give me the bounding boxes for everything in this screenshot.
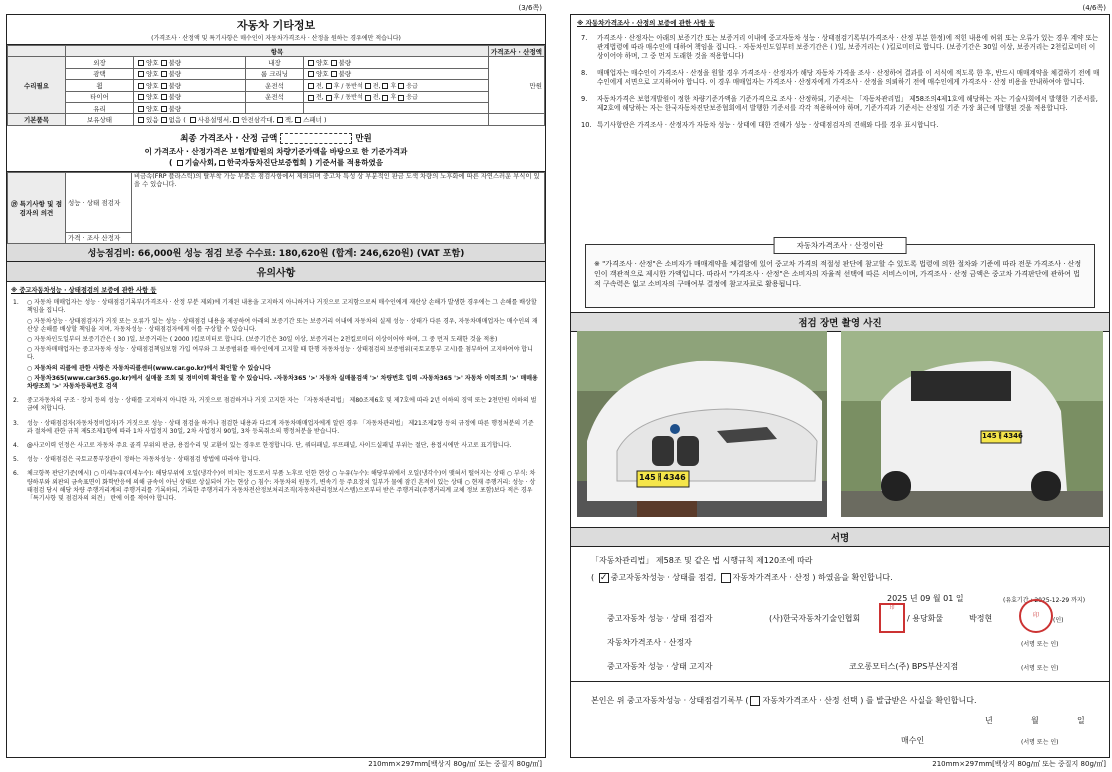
photo-title: 점검 장면 촬영 사진	[571, 312, 1109, 332]
item-no: 1.	[13, 299, 19, 307]
notice-item	[7, 442, 545, 450]
checkbox[interactable]	[161, 71, 167, 77]
checkbox[interactable]	[326, 95, 332, 101]
opt: 양호	[146, 81, 159, 90]
box-text: ※ "가격조사 · 산정"은 소비자가 매매계약을 체결함에 있어 중고차 가격의 적절성 판단에 참고할 수 있도록 법령에 의한 절차와 기준에 따라 전문 가격조사 · 산정인이 객관적으로 제시한 가액입니다. 따라서 "가격조사 · 산정"은 소비자의 자율적 선택에 따른 서비스이며, 가격조사 · 산정 금액은 중고차 가격판단에 관하여 법적 구속력은 없고 소비자의 구매여부 결정에 참고자료로 활용됩니다.	[594, 260, 1082, 288]
opt: 있음	[146, 116, 159, 125]
final-unit: 만원	[355, 133, 372, 144]
item-text: ○ 자동차 매매업자는 성능 · 상태점검기록부(가격조사 · 산정 부분 제외)에 기재된 내용을 고지하지 아니하거나 거짓으로 고지함으로써 매수인에게 재산상 손해가 발생한 경우에는 그 손해를 배상할 책임을 집니다.	[27, 299, 537, 315]
checkbox[interactable]	[138, 71, 144, 77]
opt: 양호	[146, 93, 159, 102]
row-label: 광택	[66, 68, 134, 79]
notice-item	[7, 365, 545, 373]
remark-text: 비금속(FRP 플라스틱)의 탈부착 가능 부품은 점검사항에서 제외되며 중고차 특성 상 부분적인 판금 도색 차량의 노후화에 따른 자연스러운 부식이 있을 수 있습니다.	[132, 172, 545, 243]
guarantee-item	[571, 34, 1109, 61]
item-text: 체크항목 판단기준(예시) ○ 미세누유(미세누수): 해당부위에 오일(냉각수)이 비치는 정도로서 부품 노후로 인한 현상 ○ 누유(누수): 해당부위에서 오일(냉각수)이 맺혀서 떨어지는 상태 ○ 부식: 차량하부와 외판의 금속표면이 화학반응에 의해 금속이 아닌 상태로 상실되어 가는 현상 ○ 침수: 자동차의 원동기, 변속기 등 주요장치 일부가 물에 잠긴 흔적이 있는 상태 ○ 현재 주행거리: 성능 · 상태점검 당시 해당 차량 주행거리계의 주행거리를 기록하되, 기록한 주행거리가 자동차전산정보처리조직(자동차관리정보시스템)으로부터 받은 주행거리(주행거리계 교체 정보 포함)보다 적은 경우 「특기사항 및 점검자의 의견」 란에 이를 적어야 합니다.	[27, 470, 536, 502]
final-note: 기술사회,	[185, 157, 217, 167]
car-rear-image	[841, 331, 1103, 517]
date: 2025 년 09 월 01 일	[887, 594, 964, 603]
year-label: 년	[985, 716, 993, 725]
notice-item	[7, 336, 545, 344]
notice-item	[7, 299, 545, 315]
remark-inspector: 성능 · 상태 점검자	[66, 172, 132, 232]
footer: 210mm×297mm[백상지 80g/㎡ 또는 중질지 80g/㎡]	[932, 760, 1106, 768]
checkbox[interactable]	[233, 117, 239, 123]
divider	[571, 681, 1109, 682]
row-label: 외장	[66, 57, 134, 68]
hdr-price: 가격조사 · 산정액	[489, 46, 545, 57]
item-no: 3.	[13, 419, 19, 427]
row-label: 휠	[66, 80, 134, 91]
guarantee-item	[571, 69, 1109, 87]
day-label: 일	[1077, 716, 1085, 725]
confirm-line: ( ✓ 중고자동차성능 · 상태를 점검, 자동차가격조사 · 산정 ) 하였음을 확인합니다.	[591, 572, 893, 583]
opt: 안전삼각대,	[241, 116, 275, 125]
hdr-item: 항목	[66, 46, 489, 57]
checkbox[interactable]	[161, 106, 167, 112]
opt: 후	[390, 82, 397, 90]
opt: 양호	[146, 104, 159, 113]
row-label: 타이어	[66, 91, 134, 102]
sign-title: 서명	[571, 527, 1109, 547]
checkbox[interactable]	[331, 60, 337, 66]
row-label: 운전석	[246, 91, 304, 102]
checkbox[interactable]	[398, 83, 404, 89]
notice-item	[7, 470, 545, 503]
item-text: 자동차가격은 보험개발원이 정한 차량기준가액을 기준가격으로 조사 · 산정하되, 기준서는 「자동차관리법」 제58조의4제1호에 해당하는 자는 기술사회에서 발행한 기준서를, 제2호에 해당하는 자는 한국자동차진단보증협회에서 발행한 기준서를 각각 적용하여야 하며, 기준가격과 기준서는 산정일 기준 가장 최근에 발행된 것을 적용합니다.	[597, 95, 1098, 112]
opt: 불량	[168, 93, 182, 102]
checkbox[interactable]	[365, 95, 371, 101]
item-text: 특기사항란은 가격조사 · 산정자가 자동차 성능 · 상태에 대한 견해가 성능 · 상태점검자의 견해와 다를 경우 표시합니다.	[597, 121, 939, 129]
org-seal: 印	[879, 603, 905, 633]
row-label: 유리	[66, 102, 134, 113]
checkbox[interactable]	[331, 71, 337, 77]
opt: 불량	[168, 59, 182, 68]
item-no: 4.	[13, 441, 19, 449]
opt: 잭,	[284, 116, 294, 125]
checkbox[interactable]	[161, 83, 167, 89]
notice-items	[7, 299, 545, 503]
opt: 불량	[338, 59, 352, 68]
buyer-label: 매수인	[901, 736, 925, 745]
checkbox[interactable]	[308, 71, 314, 77]
right-frame	[570, 14, 1110, 758]
checkbox[interactable]	[382, 83, 388, 89]
opt: 불량	[168, 70, 182, 79]
opt: 스패너	[303, 116, 322, 125]
plate-rear: 145ㅐ4346	[982, 432, 1023, 440]
opt: 후	[390, 94, 397, 102]
checkbox[interactable]	[138, 94, 144, 100]
notice-item	[7, 456, 545, 464]
notice-item	[7, 346, 545, 362]
notice-title: 유의사항	[7, 262, 545, 282]
condition-table: 항목 가격조사 · 산정액 수리필요 외장 양호 불량 내장 양호 불량 만원 광택 양호 불량 룸 크리닝 양호 불량 휠 양호 불량 운전석 전, 후 / 동반석 전, 후 응급 타이어 양호 불량 운전석 전, 후 / 동반석 전, 후 응급 유리 양호 불량 기본품목 보유상태 있음 없음 ( 사용설명서, 안전삼각대, 잭, 스패너 )	[7, 45, 545, 126]
notice-item	[7, 318, 545, 334]
checkbox[interactable]	[277, 117, 283, 123]
item-text: 중고자동차의 구조 · 장치 등의 성능 · 상태를 고지하지 아니한 자, 거짓으로 점검하거나 거짓 고지한 자는 「자동차관리법」 제80조제6호 및 제7호에 따라 2년 이하의 징역 또는 2천만원 이하의 벌금에 처합니다.	[27, 397, 537, 413]
opt: 응급	[406, 94, 418, 102]
item-no: 10.	[581, 121, 592, 129]
law-line: 「자동차관리법」 제58조 및 같은 법 시행규칙 제120조에 따라	[591, 556, 813, 565]
photo-area	[571, 331, 1109, 521]
inspector-seal: 印	[1019, 599, 1053, 633]
notifier-org: 코오롱모터스(주) BPS부산지점	[849, 662, 959, 671]
opt: 양호	[316, 59, 329, 68]
footer: 210mm×297mm[백상지 80g/㎡ 또는 중질지 80g/㎡]	[368, 760, 542, 768]
car-front-image	[577, 331, 827, 517]
notifier-sign[interactable]: (서명 또는 인)	[1021, 665, 1059, 672]
form-subtitle: (가격조사 · 산정액 및 특기사항은 매수인이 자동차가격조사 · 산정을 원하는 경우에만 적습니다)	[7, 33, 545, 45]
month-label: 월	[1031, 716, 1039, 725]
guarantee-item	[571, 95, 1109, 113]
item-text: 성능 · 상태점검은 국토교통부장관이 정하는 자동차성능 · 상태점검 방법에 따라야 합니다.	[27, 456, 261, 464]
item-text: 가격조사 · 산정자는 아래의 보증기간 또는 보증거리 이내에 중고자동차 성능 · 상태점검기록부(가격조사 · 산정 부분 한정)에 적힌 내용에 허위 또는 오류가 있는 경우 계약 또는 관계법령에 따라 매수인에 대하여 책임을 집니다. · 자동차인도일부터 보증기간은 ( )일, 보증거리는 ( )킬로미터로 합니다. (보증기간은 30일 이상, 보증거리는 2천킬로미터 이상이어야 하며, 그 중 먼저 도래한 것을 적용합니다)	[597, 34, 1099, 60]
notice-item	[7, 420, 545, 436]
repair-label: 수리필요	[8, 57, 66, 114]
left-frame	[6, 14, 546, 758]
issue-confirm	[591, 695, 977, 706]
guarantee-item	[571, 121, 1109, 130]
checkbox-checked[interactable]: ✓	[599, 572, 608, 583]
opt: 불량	[338, 70, 352, 79]
check-text: 자동차가격조사 · 산정 ) 하였음을 확인합니다.	[732, 573, 893, 582]
final-note: 한국자동차진단보증협회 ) 기준서를 적용하였음	[226, 157, 384, 167]
checkbox[interactable]	[308, 60, 314, 66]
box-title: 자동차가격조사 · 산정이란	[774, 237, 907, 254]
opt: 전,	[316, 94, 324, 102]
notice-sub: ※ 중고자동차성능 · 상태점검의 보증에 관한 사항 등	[11, 287, 157, 295]
price-assessor-sign[interactable]: (서명 또는 인)	[1021, 641, 1059, 648]
checkbox[interactable]	[721, 573, 731, 583]
opt: 사용설명서,	[197, 116, 232, 125]
item-text: ○ 자동차인도일부터 보증기간은 ( 30 )일, 보증거리는 ( 2000 )킬로미터로 합니다. (보증기간은 30일 이상, 보증거리는 2천킬로미터 이상이어야 하며, 그 중 먼저 도래한 것을 적용)	[27, 335, 498, 343]
final-note: 이 가격조사 · 산정가격은 보험개발원의 차량기준가액을 바탕으로 한 기준가격과	[144, 146, 408, 156]
checkbox[interactable]	[190, 117, 196, 123]
item-no: 8.	[581, 69, 588, 77]
car-rear-photo	[841, 331, 1103, 517]
opt: 불량	[168, 104, 182, 113]
item-no: 2.	[13, 397, 19, 405]
notice-item	[7, 375, 545, 391]
checkbox[interactable]	[138, 117, 144, 123]
final-amount-box[interactable]	[280, 133, 352, 144]
item-text: 매매업자는 매수인이 가격조사 · 산정을 원할 경우 가격조사 · 산정자가 해당 자동차 가격을 조사 · 산정하여 결과를 이 서식에 적도록 한 후, 반드시 매매계약을 체결하기 전에 매수인에게 서면으로 고지하여야 합니다. 이 경우 매매업자는 가격조사 · 산정자에게 가격조사 · 산정을 의뢰하기 전에 매수인에게 가격조사 · 산정 비용을 안내하여야 합니다.	[597, 69, 1100, 86]
checkbox[interactable]	[177, 160, 183, 166]
row-label: 내장	[246, 57, 304, 68]
page-number: (4/6쪽)	[1082, 4, 1106, 12]
opt: 양호	[316, 70, 329, 79]
opt: 양호	[146, 59, 159, 68]
remark-table	[7, 172, 545, 244]
car-front-photo	[577, 331, 827, 517]
buyer-sign[interactable]: (서명 또는 인)	[1021, 739, 1059, 746]
page-number: (3/6쪽)	[518, 4, 542, 12]
row-label: 운전석	[246, 80, 304, 91]
checkbox[interactable]	[161, 94, 167, 100]
opt: 없음	[168, 116, 182, 125]
issue-text: 본인은 위 중고자동차성능 · 상태점검기록부 (	[591, 696, 749, 705]
item-no: 7.	[581, 34, 588, 42]
price-definition-box	[585, 241, 1095, 308]
checkbox[interactable]	[308, 95, 314, 101]
checkbox[interactable]	[365, 83, 371, 89]
checkbox[interactable]	[382, 95, 388, 101]
plate-front: 145ㅐ4346	[639, 473, 686, 482]
remark-label: ⑲ 특기사항 및 점검자의 의견	[8, 172, 66, 243]
checkbox[interactable]	[398, 95, 404, 101]
inspector-org: (사)한국자동차기술인협회	[769, 614, 861, 623]
opt: 동반석	[345, 94, 363, 102]
opt: 전,	[372, 94, 381, 102]
form-title: 자동차 기타정보	[236, 19, 316, 32]
notifier-label: 중고자동차 성능 · 상태 고지자	[607, 662, 713, 671]
opt: 응급	[406, 82, 418, 90]
checkbox[interactable]	[308, 83, 314, 89]
inspector-label: 중고자동차 성능 · 상태 점검자	[607, 614, 713, 623]
item-text: ○ 자동차365(www.car365.go.kr)에서 실매물 조회 및 정비이력 확인을 할 수 있습니다. -자동차365 '>' 자동차 실매물검색 '>' 차량번호 입력 -자동차365 '>' 자동차 이력조회 '>' 매매용차량조회 '>' 자동차등록번호 검색	[27, 374, 538, 390]
item-no: 9.	[581, 95, 588, 103]
checkbox[interactable]	[161, 60, 167, 66]
opt: 전,	[372, 82, 381, 90]
item-text: ○ 자동차성능 · 상태점검자가 거짓 또는 오류가 있는 성능 · 상태점검 내용을 제공하여 아래의 보증기간 또는 보증거리 이내에 자동차의 실제 성능 · 상태가 다른 경우, 자동차매매업자는 매수인의 재산상 손해를 배상할 책임을 지며, 자동차성능 · 상태점검자에게 이를 구상할 수 있습니다.	[27, 317, 538, 333]
right-page	[570, 0, 1110, 772]
check-text: 중고자동차성능 · 상태를 점검,	[610, 573, 717, 582]
opt: 전,	[316, 82, 324, 90]
item-text: ○ 자동차의 리콜에 관한 사항은 자동차리콜센터(www.car.go.kr)에서 확인할 수 있습니다	[27, 364, 271, 372]
opt: 후	[333, 94, 340, 102]
repair-unit: 만원	[489, 57, 545, 114]
opt: 동반석	[345, 82, 363, 90]
checkbox[interactable]	[219, 160, 225, 166]
inspector-sub: / 용당화물	[907, 614, 944, 623]
inspector-sign: (인)	[1053, 617, 1064, 624]
checkbox[interactable]	[138, 83, 144, 89]
price-assessor-label: 자동차가격조사 · 산정자	[607, 638, 692, 647]
left-page	[6, 0, 546, 772]
issue-text: 자동차가격조사 · 산정 선택 ) 를 발급받은 사실을 확인합니다.	[762, 696, 977, 705]
checkbox[interactable]	[161, 117, 167, 123]
checkbox[interactable]	[326, 83, 332, 89]
item-no: 6.	[13, 470, 19, 478]
opt: 후	[333, 82, 340, 90]
item-text: 성능 · 상태점검자(자동차정비업자)가 거짓으로 성능 · 상태 점검을 하거나 점검한 내용과 다르게 자동차매매업자에게 알린 경우 「자동차관리법」 제21조제2항 등의 규정에 따른 행정처분의 기준과 절차에 관한 규칙 제5조제1항에 따라 1차 사업정지 30일, 2차 사업정지 90일, 3차 등록취소의 행정처분을 받습니다.	[27, 419, 534, 435]
final-price-section: 최종 가격조사 · 산정 금액 만원 이 가격조사 · 산정가격은 보험개발원의 차량기준가액을 바탕으로 한 기준가격과 ( 기술사회, 한국자동차진단보증협회 ) 기준서를 적용하였음	[7, 126, 545, 172]
item-no: 5.	[13, 456, 19, 464]
basic-label: 기본품목	[8, 114, 66, 125]
valid-until: (유효기간 : 2025-12-29 까지)	[1003, 597, 1086, 604]
opt: 불량	[168, 81, 182, 90]
row-label: 보유상태	[66, 114, 134, 125]
fee-line: 성능점검비: 66,000원 성능 점검 보증 수수료: 180,620원 (합계: 246,620원) (VAT 포함)	[7, 244, 545, 262]
checkbox[interactable]	[295, 117, 301, 123]
remark-price: 가격 · 조사 산정자	[66, 232, 132, 243]
checkbox[interactable]	[138, 106, 144, 112]
row-label: 룸 크리닝	[246, 68, 304, 79]
final-label: 최종 가격조사 · 산정 금액	[180, 133, 278, 144]
opt: 양호	[146, 70, 159, 79]
price-guarantee-head: ※ 자동차가격조사 · 산정의 보증에 관한 사항 등	[577, 19, 715, 27]
checkbox[interactable]	[138, 60, 144, 66]
notice-item	[7, 397, 545, 413]
item-text: @사고이력 인정은 사고로 자동차 주요 골격 부위의 판금, 용접수리 및 교환이 있는 경우로 한정합니다. 단, 쿼터패널, 루프패널, 사이드실패널 부위는 절단, 용접시에만 사고로 표기합니다.	[27, 441, 512, 449]
item-text: ○ 자동차매매업자는 중고자동차 성능 · 상태점검책임보험 가입 여부와 그 보증범위를 매수인에게 고지할 때 한행 자동차성능 · 상태점검의 보증범위(국토교통부 고시)를 첨부하여 고지하여야 합니다.	[27, 346, 533, 362]
inspector-name: 박정현	[969, 614, 993, 623]
checkbox[interactable]	[750, 696, 760, 706]
